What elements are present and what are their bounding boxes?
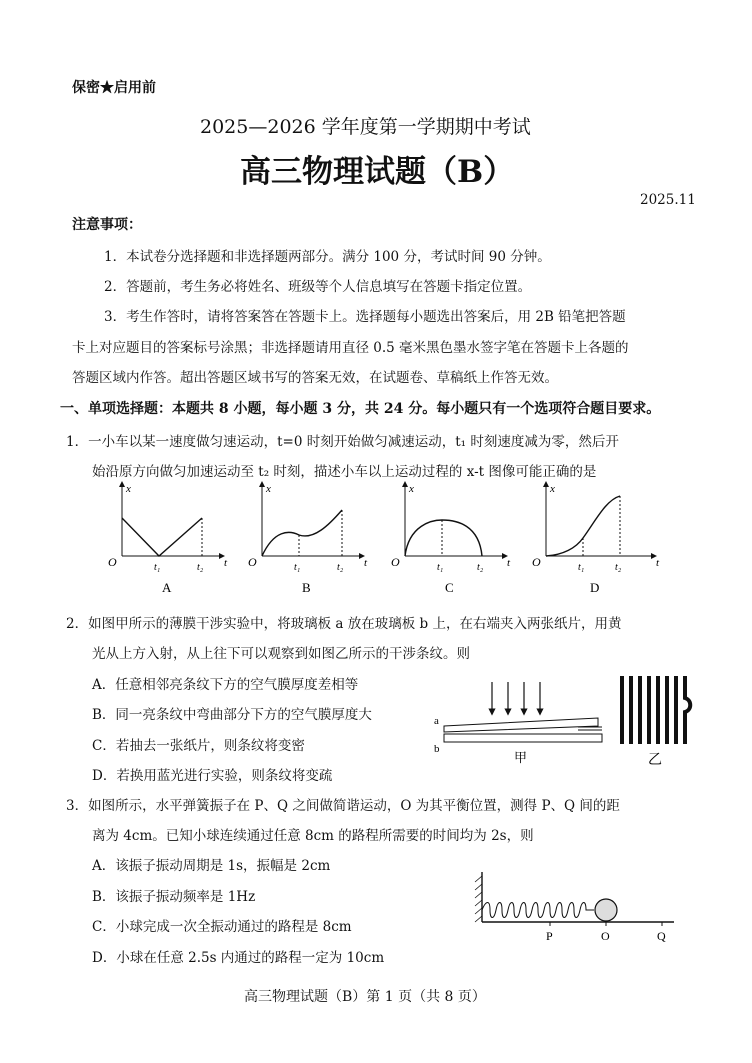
q2-figure: [430, 676, 710, 776]
q2-option-a[interactable]: A．任意相邻亮条纹下方的空气膜厚度差相等: [92, 677, 359, 693]
graph-a: [108, 483, 228, 595]
t1-label: t₁: [154, 562, 161, 573]
spring-figure: [466, 868, 696, 946]
confidential-label: 保密★启用前: [72, 80, 156, 96]
q2-option-c[interactable]: C．若抽去一张纸片，则条纹将变密: [92, 738, 305, 754]
option-label: A: [162, 580, 172, 595]
q1-graphs: [104, 480, 664, 600]
t2-label: t₂: [197, 562, 204, 573]
note-2: 2．答题前，考生务必将姓名、班级等个人信息填写在答题卡指定位置。: [104, 279, 532, 295]
t2-label: t₂: [337, 562, 344, 573]
t1-label: t₁: [294, 562, 301, 573]
axis-t-label: t: [656, 557, 660, 569]
point-p-label: P: [546, 929, 553, 943]
q2-line2: 光从上方入射，从上往下可以观察到如图乙所示的干涉条纹。则: [92, 646, 470, 662]
figure-jia-label: 甲: [514, 750, 528, 765]
graph-c: [391, 483, 511, 595]
q1-line1: 1．一小车以某一速度做匀速运动，t=0 时刻开始做匀减速运动，t₁ 时刻速度减为零，然后开: [66, 434, 619, 450]
exam-subtitle: 2025—2026 学年度第一学期期中考试: [200, 116, 531, 138]
q1-line2: 始沿原方向做匀加速运动至 t₂ 时刻，描述小车以上运动过程的 x-t 图像可能正确的是: [92, 464, 597, 480]
q2-option-b[interactable]: B．同一亮条纹中弯曲部分下方的空气膜厚度大: [92, 707, 372, 723]
axis-t-label: t: [507, 557, 511, 569]
graph-b: [248, 483, 368, 595]
t2-label: t₂: [615, 562, 622, 573]
axis-x-label: x: [550, 483, 555, 495]
origin-label: O: [248, 555, 257, 569]
origin-label: O: [391, 555, 400, 569]
origin-label: O: [532, 555, 541, 569]
exam-date: 2025.11: [640, 192, 696, 208]
axis-x-label: x: [126, 483, 131, 495]
note-3a: 3．考生作答时，请将答案答在答题卡上。选择题每小题选出答案后，用 2B 铅笔把答题: [104, 309, 626, 325]
q2-option-d[interactable]: D．若换用蓝光进行实验，则条纹将变疏: [92, 768, 333, 784]
page-title: 高三物理试题（B）: [240, 154, 515, 190]
plate-b-label: b: [434, 743, 440, 755]
q3-option-d[interactable]: D．小球在任意 2.5s 内通过的路程一定为 10cm: [92, 950, 385, 966]
option-label: C: [445, 580, 454, 595]
q3-line2: 离为 4cm。已知小球连续通过任意 8cm 的路程所需要的时间均为 2s，则: [92, 828, 534, 844]
note-3c: 答题区域内作答。超出答题区域书写的答案无效，在试题卷、草稿纸上作答无效。: [72, 370, 558, 386]
t1-label: t₁: [578, 562, 585, 573]
q3-option-c[interactable]: C．小球完成一次全振动通过的路程是 8cm: [92, 919, 352, 935]
axis-t-label: t: [364, 557, 368, 569]
axis-x-label: x: [409, 483, 414, 495]
figure-yi: [620, 676, 690, 768]
t1-label: t₁: [437, 562, 444, 573]
origin-label: O: [108, 555, 117, 569]
graph-d: [532, 483, 660, 595]
figure-yi-label: 乙: [648, 753, 662, 768]
q3-option-a[interactable]: A．该振子振动周期是 1s，振幅是 2cm: [92, 858, 331, 874]
note-1: 1．本试卷分选择题和非选择题两部分。满分 100 分，考试时间 90 分钟。: [104, 249, 551, 265]
q3-option-b[interactable]: B．该振子振动频率是 1Hz: [92, 889, 256, 905]
q2-line1: 2．如图甲所示的薄膜干涉实验中，将玻璃板 a 放在玻璃板 b 上，在右端夹入两张纸片，用黄: [66, 616, 622, 632]
point-q-label: Q: [657, 929, 666, 943]
note-3b: 卡上对应题目的答案标号涂黑；非选择题请用直径 0.5 毫米黑色墨水签字笔在答题卡上各题的: [72, 340, 629, 356]
ball: [595, 899, 617, 921]
option-label: D: [590, 580, 600, 595]
axis-t-label: t: [224, 557, 228, 569]
option-label: B: [302, 580, 311, 595]
axis-x-label: x: [266, 483, 271, 495]
point-o-label: O: [601, 929, 610, 943]
t2-label: t₂: [477, 562, 484, 573]
q3-line1: 3．如图所示，水平弹簧振子在 P、Q 之间做简谐运动，O 为其平衡位置，测得 P、Q 间的距: [66, 798, 620, 814]
plate-a-label: a: [434, 715, 439, 727]
notes-heading: 注意事项：: [72, 217, 142, 233]
figure-jia: [434, 682, 602, 765]
page-footer: 高三物理试题（B）第 1 页（共 8 页）: [244, 989, 486, 1005]
section-heading: 一、单项选择题：本题共 8 小题，每小题 3 分，共 24 分。每小题只有一个选项符合题目要求。: [60, 401, 661, 417]
